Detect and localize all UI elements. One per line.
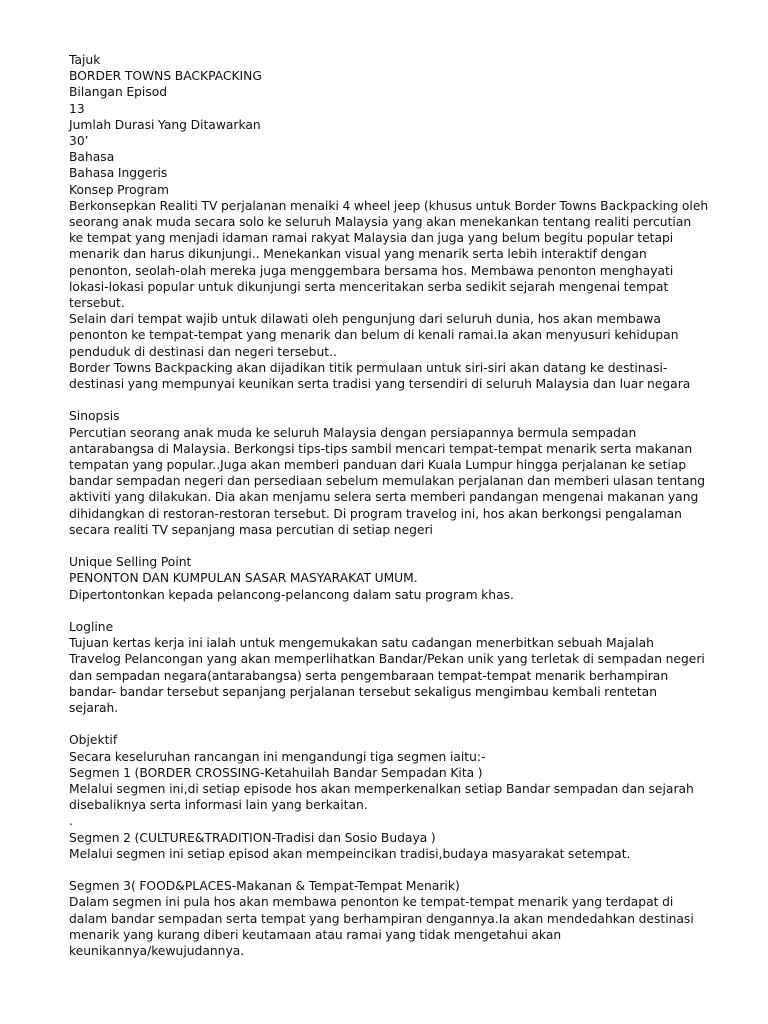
- sinopsis-heading: Sinopsis: [69, 409, 120, 424]
- segment-2-description: Melalui segmen ini setiap episod akan mempeincikan tradisi,budaya masyarakat setempat.: [69, 846, 631, 861]
- bahasa-label: Bahasa: [69, 150, 115, 165]
- objektif-intro: Secara keseluruhan rancangan ini mengandungi tiga segmen iaitu:-: [69, 749, 486, 764]
- section-spacer: [69, 603, 709, 619]
- usp-line-2: Dipertontonkan kepada pelancong-pelancong dalam satu program khas.: [69, 587, 514, 602]
- konsep-paragraph-2: Selain dari tempat wajib untuk dilawati oleh pengunjung dari seluruh dunia, hos akan membawa penonton ke tempat-tempat yang menarik dan belum di kenali ramai.Ia akan menyusuri kehidupan penduduk di destinasi dan negeri tersebut..: [69, 312, 683, 359]
- bahasa-value: Bahasa Inggeris: [69, 166, 168, 181]
- section-spacer: [69, 538, 709, 554]
- konsep-heading: Konsep Program: [69, 182, 170, 197]
- section-spacer: [69, 716, 709, 732]
- konsep-paragraph-1: Berkonsepkan Realiti TV perjalanan menaiki 4 wheel jeep (khusus untuk Border Towns Backpacking oleh seorang anak muda secara solo ke seluruh Malaysia yang akan menekankan tentang realiti percutian ke tempat yang menjadi idaman ramai rakyat Malaysia dan juga yang belum begitu popular tetapi menarik dan harus dikunjungi.. Menekankan visual yang menarik serta lebih interaktif dengan penonton, seolah-olah mereka juga menggembara bersama hos. Membawa penonton menghayati lokasi-lokasi popular untuk dikunjungi serta menceritakan serba sedikit sejarah mengenai tempat tersebut.: [69, 198, 712, 311]
- sinopsis-paragraph: Percutian seorang anak muda ke seluruh Malaysia dengan persiapannya bermula sempadan antarabangsa di Malaysia. Berkongsi tips-tips sambil mencari tempat-tempat menarik serta makanan tempatan yang popular..Juga akan memberi panduan dari Kuala Lumpur hingga perjalanan ke setiap bandar sempadan negeri dan persediaan sebelum memulakan perjalanan dan memberi ulasan tentang aktiviti yang dilakukan. Dia akan menjamu selera serta memberi pandangan mengenai makanan yang dihidangkan di restoran-restoran tersebut. Di program travelog ini, hos akan berkongsi pengalaman secara realiti TV sepanjang masa percutian di setiap negeri: [69, 425, 709, 537]
- tajuk-value: BORDER TOWNS BACKPACKING: [69, 69, 262, 84]
- konsep-paragraph-3: Border Towns Backpacking akan dijadikan titik permulaan untuk siri-siri akan datang ke destinasi-destinasi yang mempunyai keunikan serta tradisi yang tersendiri di seluruh Malaysia dan luar negara: [69, 360, 691, 392]
- tajuk-label: Tajuk: [69, 53, 101, 67]
- document-body: [69, 52, 712, 959]
- segment-2-title: Segmen 2 (CULTURE&TRADITION-Tradisi dan Sosio Budaya ): [69, 830, 436, 845]
- section-spacer: [69, 392, 709, 408]
- usp-line-1: PENONTON DAN KUMPULAN SASAR MASYARAKAT UMUM.: [69, 571, 418, 586]
- objektif-heading: Objektif: [69, 733, 118, 748]
- episod-value: 13: [69, 101, 85, 116]
- logline-paragraph: Tujuan kertas kerja ini ialah untuk mengemukakan satu cadangan menerbitkan sebuah Majalah Travelog Pelancongan yang akan memperlihatkan Bandar/Pekan unik yang terletak di sempadan negeri dan sempadan negara(antarabangsa) serta pengembaraan tempat-tempat menarik berhampiran bandar- bandar tersebut sepanjang perjalanan tersebut sekaligus mengimbau kembali rentetan sejarah.: [69, 636, 709, 716]
- logline-heading: Logline: [69, 620, 114, 635]
- segment-3-description: Dalam segmen ini pula hos akan membawa penonton ke tempat-tempat menarik yang terdapat di dalam bandar sempadan serta tempat yang berhampiran dengannya.Ia akan mendedahkan destinasi menarik yang kurang diberi keutamaan atau ramai yang tidak mengetahui akan keunikannya/kewujudannya.: [69, 895, 698, 959]
- episod-label: Bilangan Episod: [69, 85, 168, 100]
- usp-heading: Unique Selling Point: [69, 555, 192, 570]
- segment-1-description: Melalui segmen ini,di setiap episode hos akan memperkenalkan setiap Bandar sempadan dan sejarah disebaliknya serta informasi lain yang berkaitan.: [69, 782, 698, 813]
- segment-1-title: Segmen 1 (BORDER CROSSING-Ketahuilah Bandar Sempadan Kita ): [69, 765, 483, 780]
- section-spacer: [69, 862, 709, 878]
- durasi-label: Jumlah Durasi Yang Ditawarkan: [69, 117, 261, 132]
- durasi-value: 30’: [69, 134, 89, 149]
- segment-separator-dot: .: [69, 814, 73, 829]
- segment-3-title: Segmen 3( FOOD&PLACES-Makanan & Tempat-Tempat Menarik): [69, 879, 460, 894]
